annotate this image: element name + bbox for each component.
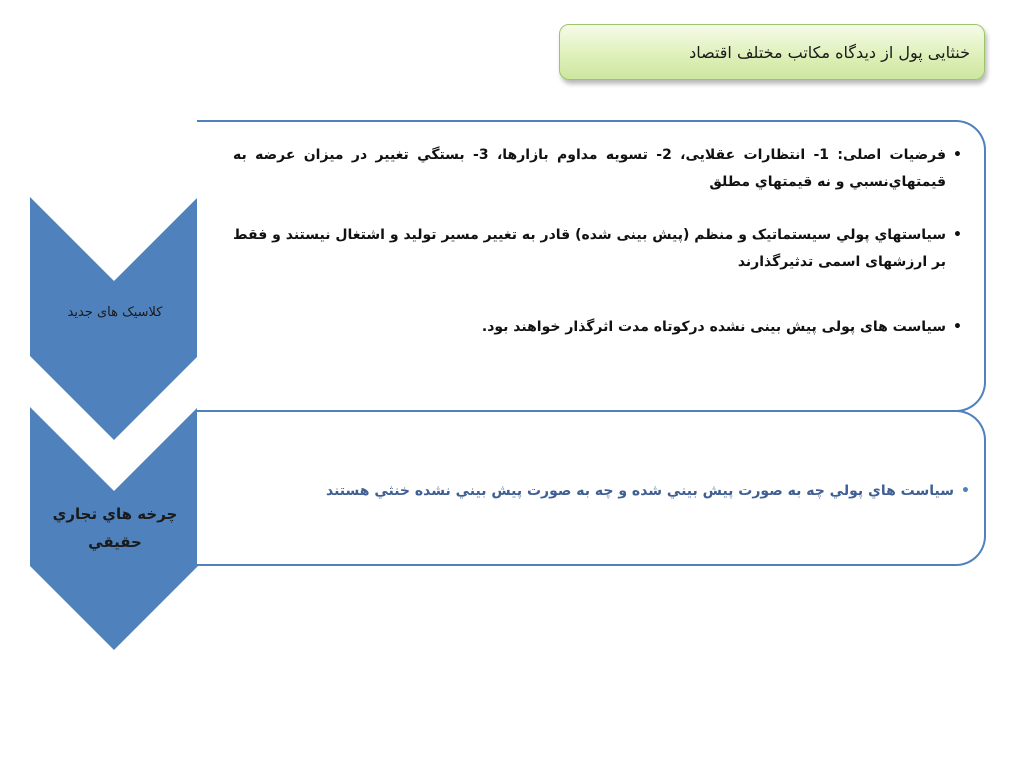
section-1-panel bbox=[197, 120, 986, 412]
section-1-label: كلاسيک های جديد bbox=[67, 305, 163, 320]
bullet-item: • سياستهاي پولي سيستماتيک و منظم (پيش بينی شده) قادر به تغيير مسير توليد و اشتغال نيستند و فقط بر ارزشهای اسمی تدثيرگذارند bbox=[233, 222, 946, 276]
slide-title: خنثایی پول از دیدگاه مکاتب مختلف اقتصاد bbox=[689, 42, 970, 62]
section-2-panel bbox=[197, 410, 986, 566]
bullet-item: • سياست های پولی پيش بينی نشده درکوتاه مدت اثرگذار خواهند بود. bbox=[233, 314, 946, 341]
section-2-label: چرخه هاي تجاري حقيقي bbox=[52, 505, 178, 551]
bullet-item: • فرضيات اصلی: 1- انتظارات عقلايی، 2- تسويه مداوم بازارها، 3- بستگي تغيير در ميزان عرضه به قيمتهاي‌نسبي و نه قيمتهاي مطلق bbox=[233, 142, 946, 196]
bullet-item: • سياست هاي پولي چه به صورت پيش بيني شده و چه به صورت پيش بيني نشده خنثي هستند bbox=[233, 478, 954, 505]
